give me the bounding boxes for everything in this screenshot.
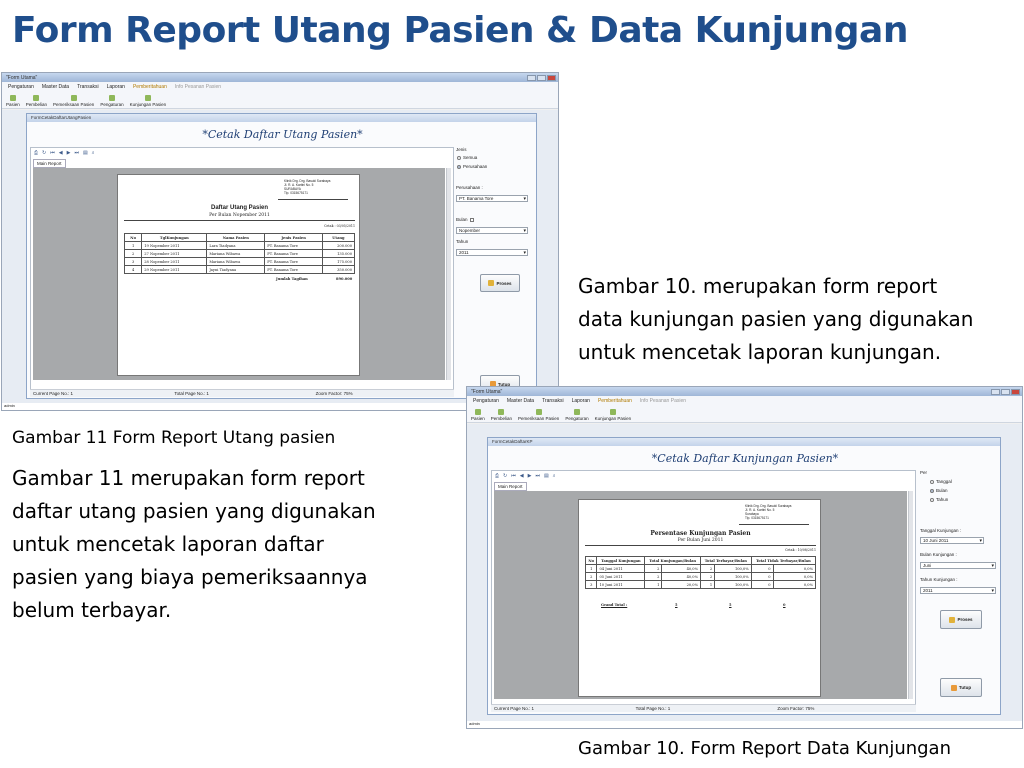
window-title: "Form Utama"	[6, 74, 38, 81]
form-title: FormCetakDaftarUtangPasien	[27, 114, 536, 122]
prev-page-icon[interactable]: ◀	[519, 473, 524, 479]
export-icon[interactable]: ⎙	[34, 150, 39, 156]
tab-main-report[interactable]: Main Report	[494, 482, 527, 491]
col-jenis: Jenis Pasien	[265, 234, 323, 242]
pasien-icon	[475, 409, 481, 415]
menu-laporan[interactable]: Laporan	[106, 84, 125, 90]
per-label: Per	[920, 470, 928, 475]
form-heading: *Cetak Daftar Utang Pasien*	[202, 128, 363, 141]
col-tgl: TglKunjungan	[142, 234, 207, 242]
pemeriksaan-icon	[536, 409, 542, 415]
report-page	[578, 499, 821, 697]
pembelian-icon	[498, 409, 504, 415]
menu-laporan[interactable]: Laporan	[571, 398, 590, 404]
toolbar-pemeriksaan[interactable]: Pemeriksaan Pasien	[518, 409, 559, 421]
toolbar-pembelian[interactable]: Pembelian	[26, 95, 47, 107]
menu-pemberitahuan[interactable]: Pemberitahuan	[132, 84, 167, 90]
toolbar-kunjungan[interactable]: Kunjungan Pasien	[130, 95, 167, 107]
menu-master-data[interactable]: Master Data	[41, 84, 70, 90]
pemeriksaan-icon	[71, 95, 77, 101]
clinic-address: Klinik Drg. Drg. Basuki Surabaya Jl. R. A. Kartini No. 5 SURABAYA Tlp. 0315675171	[284, 179, 331, 195]
col-nama: Nama Pasien	[207, 234, 265, 242]
table-row: 3 10 Juni 2011 1 20,0% 1 100,0% 0 0,0%	[586, 581, 816, 589]
pengaturan-icon	[574, 409, 580, 415]
col-utang: Utang	[322, 234, 354, 242]
current-page: Current Page No.: 1	[33, 391, 74, 396]
pembelian-icon	[33, 95, 39, 101]
prev-page-icon[interactable]: ◀	[58, 150, 63, 156]
toolbar-pengaturan[interactable]: Pengaturan	[565, 409, 588, 421]
maximize-button[interactable]	[537, 75, 546, 81]
table-row: 1 19 Nopember 2011 Lara Tiadyana PT. Banama Tore 200.000	[125, 242, 355, 250]
tanggal-picker[interactable]: 10 Juni 2011 ▾	[920, 537, 984, 544]
menu-pengaturan[interactable]: Pengaturan	[473, 398, 499, 404]
toolbar-pengaturan[interactable]: Pengaturan	[100, 95, 123, 107]
report-title: Persentase Kunjungan Pasien	[650, 530, 751, 537]
col-no: No	[586, 557, 597, 565]
utang-table	[124, 233, 355, 274]
radio-perusahaan[interactable]: Perusahaan	[457, 164, 487, 169]
radio-semua[interactable]: Semua	[457, 155, 477, 160]
maximize-button[interactable]	[1001, 389, 1010, 395]
grand-total-terbayar: 5	[729, 603, 732, 607]
user-label: admin	[2, 403, 559, 410]
title-rule	[124, 220, 355, 221]
radio-bulan[interactable]: Bulan	[930, 488, 948, 493]
report-subtitle: Per Bulan Juni 2011	[677, 538, 724, 543]
last-page-icon[interactable]: ⏭	[535, 473, 540, 479]
col-total-terbayar: Total Terbayar/Bulan	[701, 557, 752, 565]
menu-bar	[467, 396, 1022, 406]
tutup-button[interactable]: Tutup	[940, 678, 982, 697]
refresh-icon[interactable]: ↻	[42, 150, 47, 156]
filter-panel	[456, 147, 536, 397]
current-page: Current Page No.: 1	[494, 706, 535, 711]
menu-transaksi[interactable]: Transaksi	[542, 398, 564, 404]
viewer-toolbar	[31, 148, 453, 158]
col-no: No	[125, 234, 142, 242]
report-title: Daftar Utang Pasien	[210, 205, 268, 211]
kunjungan-icon	[145, 95, 151, 101]
toolbar-pasien[interactable]: Pasien	[471, 409, 485, 421]
caption-left: Gambar 11 Form Report Utang pasien	[12, 428, 336, 448]
form-title: FormCetakDaftarKP	[488, 438, 1000, 446]
print-date: Cetak : 03/05/2011	[324, 224, 355, 228]
proses-button[interactable]: Proses	[940, 610, 982, 629]
proses-icon	[488, 280, 494, 286]
first-page-icon[interactable]: ⏮	[511, 473, 516, 479]
pasien-icon	[10, 95, 16, 101]
perusahaan-select[interactable]: PT. Banama Tore ▾	[456, 195, 528, 202]
first-page-icon[interactable]: ⏮	[50, 150, 55, 156]
toolbar-pemeriksaan[interactable]: Pemeriksaan Pasien	[53, 95, 94, 107]
total-label: Jumlah Tagihan	[276, 277, 308, 281]
form-utang-window	[26, 113, 537, 399]
kunjungan-icon	[610, 409, 616, 415]
menu-info-pesanan[interactable]: Info Pesanan Pasien	[639, 398, 687, 404]
viewer-toolbar	[492, 471, 915, 481]
export-icon[interactable]: ⎙	[495, 473, 500, 479]
user-label: admin	[467, 721, 1023, 728]
jenis-label: Jenis	[456, 147, 467, 152]
tahun-select[interactable]: 2011 ▾	[920, 587, 996, 594]
report-page	[117, 174, 360, 376]
print-icon[interactable]: ▤	[543, 473, 549, 479]
vertical-scrollbar[interactable]	[908, 491, 913, 699]
tutup-button[interactable]: Tutup	[480, 375, 520, 393]
description-left: Gambar 11 merupakan form report daftar utang pasien yang digunakan untuk mencetak laporan daftar pasien yang biaya pemeriksaannya belum terbayar.	[12, 466, 376, 622]
grand-total-label: Grand Total :	[601, 603, 628, 607]
kunjungan-table	[585, 556, 816, 589]
radio-tahun[interactable]: Tahun	[930, 497, 948, 502]
window-title: "Form Utama"	[471, 388, 503, 395]
table-row: 2 05 Juni 2011 2 40,0% 2 100,0% 0 0,0%	[586, 573, 816, 581]
menu-pengaturan[interactable]: Pengaturan	[8, 84, 34, 90]
window-titlebar	[467, 387, 1022, 396]
screenshot-kunjungan	[466, 386, 1023, 729]
radio-tanggal[interactable]: Tanggal	[930, 479, 952, 484]
bulan-kunjungan-label: Bulan Kunjungan :	[920, 552, 957, 557]
tutup-icon	[951, 685, 957, 691]
col-total-kunjungan: Total Kunjungan/Bulan	[645, 557, 701, 565]
search-icon[interactable]: ⌕	[552, 473, 556, 479]
print-date: Cetak : 10/08/2011	[785, 548, 816, 552]
col-tanggal: Tanggal Kunjungan	[597, 557, 645, 565]
caption-right: Gambar 10. Form Report Data Kunjungan	[578, 738, 951, 759]
status-bar	[491, 704, 916, 712]
screenshot-utang	[1, 72, 559, 411]
pengaturan-icon	[109, 95, 115, 101]
total-page: Total Page No.: 1	[635, 706, 671, 711]
report-viewer	[30, 147, 454, 397]
next-page-icon[interactable]: ▶	[527, 473, 532, 479]
toolbar-kunjungan[interactable]: Kunjungan Pasien	[595, 409, 632, 421]
report-content	[579, 500, 822, 698]
close-button[interactable]	[547, 75, 556, 81]
menu-info-pesanan[interactable]: Info Pesanan Pasien	[174, 84, 222, 90]
proses-icon	[949, 617, 955, 623]
clinic-address: Klinik Drg. Drg. Basuki Surabaya Jl. R. A. Kartini No. 5 Surabaya Tlp. 0315675171	[745, 504, 792, 520]
tahun-select[interactable]: 2011 ▾	[456, 249, 528, 256]
header-rule	[278, 199, 348, 200]
report-viewer	[491, 470, 916, 712]
bulan-select[interactable]: Nopember ▾	[456, 227, 528, 234]
table-row: 4 29 Nopember 2011 Jayni Tiadyana PT. Banama Tore 350.000	[125, 266, 355, 274]
menu-pemberitahuan[interactable]: Pemberitahuan	[597, 398, 632, 404]
bulan-select[interactable]: Juni ▾	[920, 562, 996, 569]
report-subtitle: Per Bulan Nopember 2011	[209, 213, 270, 218]
menu-bar	[2, 82, 558, 92]
total-value: 890.000	[336, 277, 353, 281]
zoom-factor: Zoom Factor: 75%	[315, 391, 353, 396]
window-titlebar	[2, 73, 558, 82]
tahun-label: Tahun	[456, 239, 469, 244]
tab-main-report[interactable]: Main Report	[33, 159, 66, 168]
report-content	[118, 175, 361, 377]
close-button[interactable]	[1011, 389, 1020, 395]
col-total-tidak-terbayar: Total Tidak Terbayar/Bulan	[751, 557, 815, 565]
form-kunjungan-window	[487, 437, 1001, 715]
tanggal-label: Tanggal Kunjungan :	[920, 528, 962, 533]
proses-button[interactable]: Proses	[480, 274, 520, 292]
grand-total-tidak-terbayar: 0	[783, 603, 786, 607]
toolbar	[2, 92, 558, 109]
table-row: 2 27 Nopember 2011 Mariana Wibawa PT. Banama Tore 135.000	[125, 250, 355, 258]
minimize-button[interactable]	[527, 75, 536, 81]
status-bar	[30, 389, 454, 397]
toolbar	[467, 406, 1022, 423]
bulan-checkbox[interactable]	[470, 218, 474, 222]
header-rule	[739, 524, 809, 525]
last-page-icon[interactable]: ⏭	[74, 150, 79, 156]
menu-transaksi[interactable]: Transaksi	[77, 84, 99, 90]
tahun-kunjungan-label: Tahun Kunjungan :	[920, 577, 958, 582]
zoom-factor: Zoom Factor: 75%	[777, 706, 815, 711]
grand-total-kunjungan: 5	[675, 603, 678, 607]
perusahaan-label: Perusahaan :	[456, 185, 483, 190]
menu-master-data[interactable]: Master Data	[506, 398, 535, 404]
table-row: 3 28 Nopember 2011 Mariana Wibawa PT. Banama Tore 175.000	[125, 258, 355, 266]
slide-title: Form Report Utang Pasien & Data Kunjungan	[12, 10, 908, 51]
vertical-scrollbar[interactable]	[446, 168, 451, 380]
total-page: Total Page No.: 1	[174, 391, 209, 396]
refresh-icon[interactable]: ↻	[503, 473, 508, 479]
bulan-label: Bulan	[456, 217, 474, 222]
print-icon[interactable]: ▤	[82, 150, 88, 156]
filter-panel	[920, 470, 1000, 712]
title-rule	[585, 545, 816, 546]
next-page-icon[interactable]: ▶	[66, 150, 71, 156]
table-row: 1 04 Juni 2011 2 40,0% 2 100,0% 0 0,0%	[586, 565, 816, 573]
form-heading: *Cetak Daftar Kunjungan Pasien*	[651, 452, 839, 465]
description-right: Gambar 10. merupakan form report data kunjungan pasien yang digunakan untuk mencetak laporan kunjungan.	[578, 274, 974, 364]
minimize-button[interactable]	[991, 389, 1000, 395]
toolbar-pembelian[interactable]: Pembelian	[491, 409, 512, 421]
toolbar-pasien[interactable]: Pasien	[6, 95, 20, 107]
search-icon[interactable]: ⌕	[91, 150, 95, 156]
